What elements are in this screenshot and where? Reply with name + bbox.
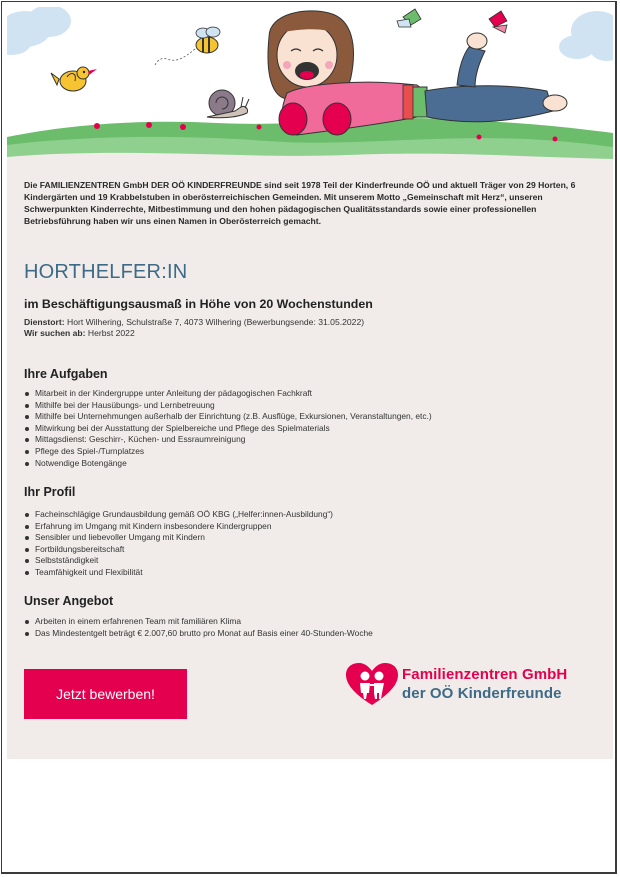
butterfly-red-icon [489,11,507,33]
tasks-list [24,388,432,469]
list-item: Fortbildungsbereitschaft [24,544,333,556]
job-meta [24,317,364,339]
list-item: Mithilfe bei der Hausübungs- und Lernbetreuung [24,400,432,412]
list-item: Das Mindestentgelt beträgt € 2.007,60 brutto pro Monat auf Basis einer 40-Stunden-Woche [24,628,373,640]
bird-icon [51,67,97,91]
list-item: Arbeiten in einem erfahrenen Team mit familiären Klima [24,616,373,628]
list-item: Mitarbeit in der Kindergruppe unter Anleitung der pädagogischen Fachkraft [24,388,432,400]
list-item: Facheinschlägige Grundausbildung gemäß OÖ KBG („Helfer:innen-Ausbildung“) [24,509,333,521]
illustration-girl-lying-on-grass [7,7,613,172]
list-item: Erfahrung im Umgang mit Kindern insbesondere Kindergruppen [24,521,333,533]
offer-heading: Unser Angebot [24,594,114,608]
company-logo[interactable] [346,663,591,708]
job-title: HORTHELFER:IN [24,261,188,283]
intro-paragraph: Die FAMILIENZENTREN GmbH DER OÖ KINDERFREUNDE sind seit 1978 Teil der Kinderfreunde OÖ und aktuell Träger von 29 Horten, 6 Kindergärten und 19 Krabbelstuben in oberösterreichischen Gemeinden. Mit unserem Motto „Gemeinschaft mit Herz“, unseren Schwerpunkten Kinderrechte, Mitbestimmung und den hohen pädagogischen Qualitätsstandards sowie einer professionellen Betriebsführung haben wir uns einen Namen in Oberösterreich gemacht. [24,180,576,226]
location-line [24,317,364,328]
start-line [24,328,364,339]
list-item: Notwendige Botengänge [24,458,432,470]
list-item: Pflege des Spiel-/Turnplatzes [24,446,432,458]
profile-heading: Ihr Profil [24,485,76,499]
logo-line-1: Familienzentren GmbH [402,666,568,683]
list-item: Teamfähigkeit und Flexibilität [24,567,333,579]
logo-line-2: der OÖ Kinderfreunde [402,685,562,702]
tasks-heading: Ihre Aufgaben [24,367,108,381]
list-item: Mittagsdienst: Geschirr-, Küchen- und Essraumreinigung [24,434,432,446]
start-label: Wir suchen ab: [24,328,86,338]
start-value: Herbst 2022 [85,328,135,338]
heart-children-logo-icon [346,663,398,707]
location-label: Dienstort: [24,317,65,327]
location-value: Hort Wilhering, Schulstraße 7, 4073 Wilhering (Bewerbungsende: 31.05.2022) [64,317,365,327]
girl-character [268,11,567,135]
list-item: Mitwirkung bei der Ausstattung der Spielbereiche und Pflege des Spielmaterials [24,423,432,435]
header-illustration [7,7,613,172]
offer-list [24,616,373,639]
profile-list [24,509,333,579]
list-item: Selbstständigkeit [24,555,333,567]
butterfly-icon [397,9,421,27]
bee-icon [155,27,220,65]
cloud-right-icon [559,11,613,61]
job-ad-panel [7,7,613,759]
list-item: Sensibler und liebevoller Umgang mit Kindern [24,532,333,544]
job-content [24,179,596,638]
snail-icon [207,90,249,118]
list-item: Mithilfe bei Unternehmungen außerhalb der Einrichtung (z.B. Ausflüge, Exkursionen, Veranstaltungen, etc.) [24,411,432,423]
apply-button[interactable]: Jetzt bewerben! [24,669,187,719]
cloud-left-icon [7,7,71,55]
job-subtitle: im Beschäftigungsausmaß in Höhe von 20 Wochenstunden [24,297,373,311]
